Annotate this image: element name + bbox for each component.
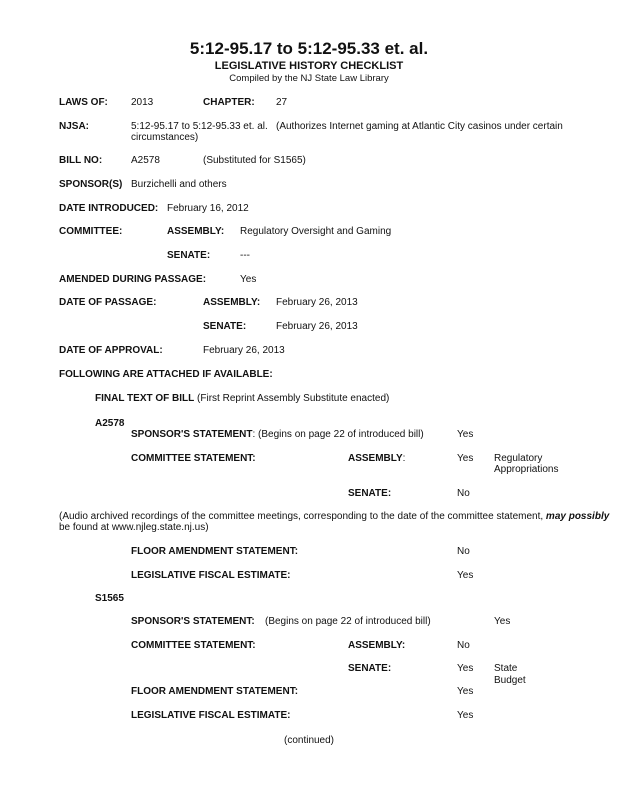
final-text-label: FINAL TEXT OF BILL xyxy=(95,393,195,404)
a2578-sponsor-statement-note: : (Begins on page 22 of introduced bill) xyxy=(252,429,424,440)
a2578-assembly-colon: : xyxy=(402,453,406,464)
bill-no-value: A2578 xyxy=(131,155,160,166)
continued-note: (continued) xyxy=(283,735,335,746)
passage-assembly-label: ASSEMBLY: xyxy=(203,297,261,308)
final-text-note: (First Reprint Assembly Substitute enacted) xyxy=(197,393,390,404)
passage-senate-label: SENATE: xyxy=(203,321,247,332)
date-of-approval-value: February 26, 2013 xyxy=(203,345,285,356)
njsa-description: (Authorizes Internet gaming at Atlantic City casinos under certain xyxy=(276,121,563,132)
s1565-sponsor-statement-label: SPONSOR'S STATEMENT: xyxy=(131,616,255,627)
s1565-fiscal-estimate-value: Yes xyxy=(457,710,474,721)
s1565-assembly-value: No xyxy=(457,640,470,651)
s1565-senate-label: SENATE: xyxy=(348,663,392,674)
s1565-sponsor-statement-note: (Begins on page 22 of introduced bill) xyxy=(265,616,431,627)
laws-of-label: LAWS OF: xyxy=(59,97,108,108)
s1565-sponsor-statement-value: Yes xyxy=(494,616,511,627)
a2578-floor-amendment-label: FLOOR AMENDMENT STATEMENT: xyxy=(131,546,299,557)
compiled-by: Compiled by the NJ State Law Library xyxy=(229,73,389,84)
committee-label: COMMITTEE: xyxy=(59,226,123,237)
a2578-fiscal-estimate-value: Yes xyxy=(457,570,474,581)
committee-assembly-label: ASSEMBLY: xyxy=(167,226,225,237)
chapter-label: CHAPTER: xyxy=(203,97,255,108)
audio-note-emphasis: may possibly xyxy=(545,511,610,522)
njsa-value: 5:12-95.17 to 5:12-95.33 et. al. xyxy=(131,121,268,132)
a2578-heading: A2578 xyxy=(95,418,125,429)
passage-senate-value: February 26, 2013 xyxy=(276,321,358,332)
page-subtitle: LEGISLATIVE HISTORY CHECKLIST xyxy=(214,60,404,72)
date-introduced-label: DATE INTRODUCED: xyxy=(59,203,159,214)
passage-assembly-value: February 26, 2013 xyxy=(276,297,358,308)
s1565-senate-committee-2: Budget xyxy=(494,675,526,686)
bill-no-note: (Substituted for S1565) xyxy=(203,155,306,166)
committee-assembly-value: Regulatory Oversight and Gaming xyxy=(240,226,392,237)
date-introduced-value: February 16, 2012 xyxy=(167,203,249,214)
audio-archive-note-cont: be found at www.njleg.state.nj.us) xyxy=(59,522,209,533)
a2578-assembly-committee-1: Regulatory xyxy=(494,453,543,464)
a2578-committee-statement-label: COMMITTEE STATEMENT: xyxy=(131,453,256,464)
s1565-assembly-label: ASSEMBLY: xyxy=(348,640,406,651)
final-text-row xyxy=(95,393,389,405)
chapter-value: 27 xyxy=(276,97,288,108)
a2578-assembly-committee-2: Appropriations xyxy=(494,464,559,475)
a2578-sponsor-statement-value: Yes xyxy=(457,429,474,440)
njsa-description-cont: circumstances) xyxy=(131,132,199,143)
amended-label: AMENDED DURING PASSAGE: xyxy=(59,274,207,285)
date-of-passage-label: DATE OF PASSAGE: xyxy=(59,297,157,308)
a2578-senate-value: No xyxy=(457,488,470,499)
s1565-floor-amendment-value: Yes xyxy=(457,686,474,697)
s1565-senate-committee-1: State xyxy=(494,663,518,674)
committee-senate-value: --- xyxy=(240,250,250,261)
a2578-assembly-label-row xyxy=(348,453,405,465)
laws-of-value: 2013 xyxy=(131,97,154,108)
sponsors-label: SPONSOR(S) xyxy=(59,179,123,190)
committee-senate-label: SENATE: xyxy=(167,250,211,261)
audio-note-text: (Audio archived recordings of the committee meetings, corresponding to the date of the committee statement, xyxy=(59,511,546,522)
s1565-fiscal-estimate-label: LEGISLATIVE FISCAL ESTIMATE: xyxy=(131,710,291,721)
attached-heading: FOLLOWING ARE ATTACHED IF AVAILABLE: xyxy=(59,369,273,380)
sponsors-value: Burzichelli and others xyxy=(131,179,227,190)
a2578-assembly-label: ASSEMBLY xyxy=(348,453,403,464)
amended-value: Yes xyxy=(240,274,257,285)
s1565-heading: S1565 xyxy=(95,593,124,604)
a2578-fiscal-estimate-label: LEGISLATIVE FISCAL ESTIMATE: xyxy=(131,570,291,581)
s1565-floor-amendment-label: FLOOR AMENDMENT STATEMENT: xyxy=(131,686,299,697)
a2578-sponsor-statement-label: SPONSOR'S STATEMENT xyxy=(131,429,253,440)
njsa-label: NJSA: xyxy=(59,121,90,132)
s1565-committee-statement-label: COMMITTEE STATEMENT: xyxy=(131,640,256,651)
a2578-senate-label: SENATE: xyxy=(348,488,392,499)
date-of-approval-label: DATE OF APPROVAL: xyxy=(59,345,163,356)
bill-no-label: BILL NO: xyxy=(59,155,103,166)
page-title: 5:12-95.17 to 5:12-95.33 et. al. xyxy=(189,39,429,58)
a2578-assembly-value: Yes xyxy=(457,453,474,464)
a2578-floor-amendment-value: No xyxy=(457,546,470,557)
s1565-senate-value: Yes xyxy=(457,663,474,674)
a2578-sponsor-statement xyxy=(131,429,424,441)
